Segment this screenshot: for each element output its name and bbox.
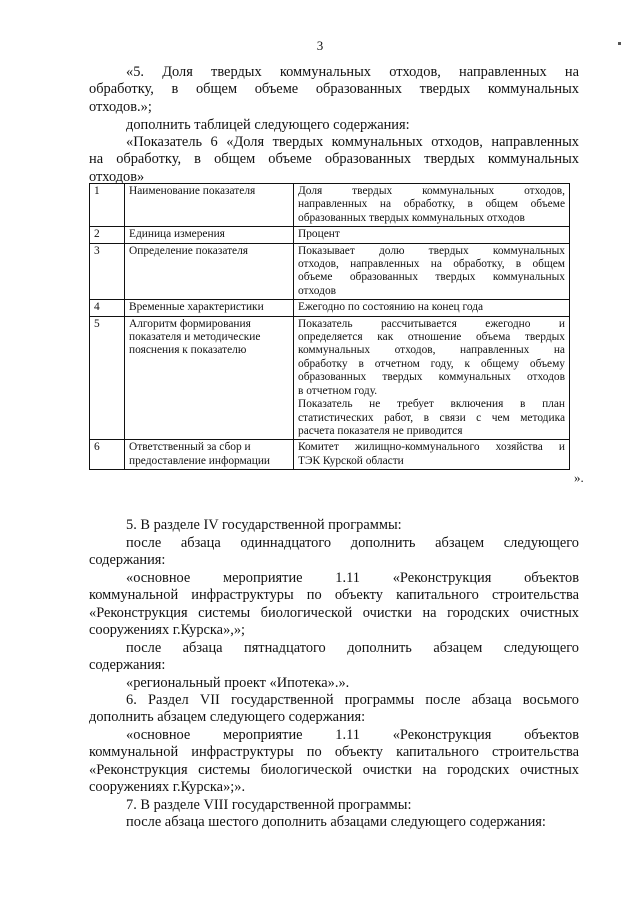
paragraph-regional-project: «региональный проект «Ипотека».». bbox=[126, 675, 350, 691]
value-line: отходов, направленных на обработку, в общем bbox=[298, 258, 565, 271]
table-row bbox=[90, 243, 570, 300]
line: содержания: bbox=[89, 657, 166, 674]
table-row bbox=[90, 440, 570, 470]
row-parameter-name: Единица измерения bbox=[125, 227, 294, 243]
row-parameter-value bbox=[294, 227, 570, 243]
value-line: Ежегодно по состоянию на конец года bbox=[298, 301, 484, 314]
line: на обработку, в общем объеме образованных твердых коммунальных bbox=[89, 151, 579, 168]
value-line: Показатель не требует включения в план bbox=[298, 398, 565, 411]
paragraph-indicator-5 bbox=[89, 64, 579, 116]
row-number: 6 bbox=[90, 440, 125, 470]
paragraph-after-15 bbox=[89, 640, 579, 675]
value-line: обработку в отчетном году, к общему объему bbox=[298, 357, 565, 370]
row-parameter-name: Алгоритм формирования показателя и методические пояснения к показателю bbox=[125, 316, 294, 440]
row-parameter-value bbox=[294, 316, 570, 440]
row-parameter-name: Временные характеристики bbox=[125, 300, 294, 316]
line: сооружениях г.Курска»;». bbox=[89, 779, 246, 796]
line: «основное мероприятие 1.11 «Реконструкция объектов bbox=[126, 727, 579, 743]
value-line: Процент bbox=[298, 228, 340, 241]
row-parameter-value bbox=[294, 440, 570, 470]
table-row bbox=[90, 316, 570, 440]
value-line: направленных на обработку, в общем объеме bbox=[298, 198, 565, 211]
paragraph-indicator-6-title bbox=[89, 134, 579, 186]
value-line: Показатель рассчитывается ежегодно и bbox=[298, 317, 565, 330]
value-line: статистических работ, в связи с чем методика bbox=[298, 411, 565, 424]
line: дополнить абзацем следующего содержания: bbox=[89, 709, 366, 726]
value-line: Показывает долю твердых коммунальных bbox=[298, 244, 565, 257]
value-line: Комитет жилищно-коммунального хозяйства и bbox=[298, 441, 565, 454]
value-line: Доля твердых коммунальных отходов, bbox=[298, 185, 565, 197]
paragraph-add-table: дополнить таблицей следующего содержания: bbox=[126, 117, 410, 133]
value-line: образованных твердых коммунальных отходов bbox=[298, 371, 565, 384]
paragraph-measure-1-11-a bbox=[89, 570, 579, 640]
value-line: ТЭК Курской области bbox=[298, 454, 404, 467]
line: «Реконструкция системы биологической очистки на городских очистных bbox=[89, 604, 579, 621]
paragraph-measure-1-11-b bbox=[89, 727, 579, 797]
line: «Показатель 6 «Доля твердых коммунальных отходов, направленных bbox=[126, 134, 579, 150]
paragraph-after-11 bbox=[89, 535, 579, 570]
row-number: 1 bbox=[90, 184, 125, 227]
line: «Реконструкция системы биологической очистки на городских очистных bbox=[89, 761, 579, 778]
row-parameter-value bbox=[294, 184, 570, 227]
line: «5. Доля твердых коммунальных отходов, направленных на bbox=[126, 64, 579, 80]
line: сооружениях г.Курска»,»; bbox=[89, 622, 246, 639]
table-row bbox=[90, 227, 570, 243]
value-line: определяется как отношение объема твердых bbox=[298, 331, 565, 344]
line: отходов.»; bbox=[89, 98, 152, 115]
row-parameter-value bbox=[294, 300, 570, 316]
line: отходов» bbox=[89, 168, 145, 185]
paragraph-section-iv: 5. В разделе IV государственной программы: bbox=[126, 517, 402, 533]
line: после абзаца одиннадцатого дополнить абзацем следующего bbox=[126, 535, 579, 551]
paragraph-section-viii: 7. В разделе VIII государственной программы: bbox=[126, 797, 412, 813]
indicator-table bbox=[89, 183, 570, 470]
row-parameter-name: Ответственный за сбор и предоставление информации bbox=[125, 440, 294, 470]
value-line: коммунальных отходов, направленных на bbox=[298, 344, 565, 357]
closing-quote: ». bbox=[574, 470, 584, 485]
value-line: объеме образованных твердых коммунальных bbox=[298, 271, 565, 284]
value-line: в отчетном году. bbox=[298, 384, 378, 397]
value-line: отходов bbox=[298, 284, 337, 297]
row-number: 4 bbox=[90, 300, 125, 316]
line: коммунальной инфраструктуры по объекту капитального строительства bbox=[89, 744, 579, 761]
row-parameter-name: Наименование показателя bbox=[125, 184, 294, 227]
table-row bbox=[90, 300, 570, 316]
line: коммунальной инфраструктуры по объекту капитального строительства bbox=[89, 587, 579, 604]
line: 6. Раздел VII государственной программы после абзаца восьмого bbox=[126, 692, 579, 708]
line: содержания: bbox=[89, 552, 166, 569]
table-row bbox=[90, 184, 570, 227]
row-number: 3 bbox=[90, 243, 125, 300]
line: «основное мероприятие 1.11 «Реконструкция объектов bbox=[126, 570, 579, 586]
line: обработку, в общем объеме образованных твердых коммунальных bbox=[89, 81, 579, 98]
page-number: 3 bbox=[316, 38, 324, 53]
row-number: 5 bbox=[90, 316, 125, 440]
value-line: расчета показателя не приводится bbox=[298, 424, 463, 437]
paragraph-section-vii bbox=[89, 692, 579, 727]
row-parameter-name: Определение показателя bbox=[125, 243, 294, 300]
value-line: образованных твердых коммунальных отходов bbox=[298, 211, 525, 224]
paragraph-after-6: после абзаца шестого дополнить абзацами следующего содержания: bbox=[126, 814, 546, 830]
line: после абзаца пятнадцатого дополнить абзацем следующего bbox=[126, 640, 579, 656]
row-number: 2 bbox=[90, 227, 125, 243]
row-parameter-value bbox=[294, 243, 570, 300]
